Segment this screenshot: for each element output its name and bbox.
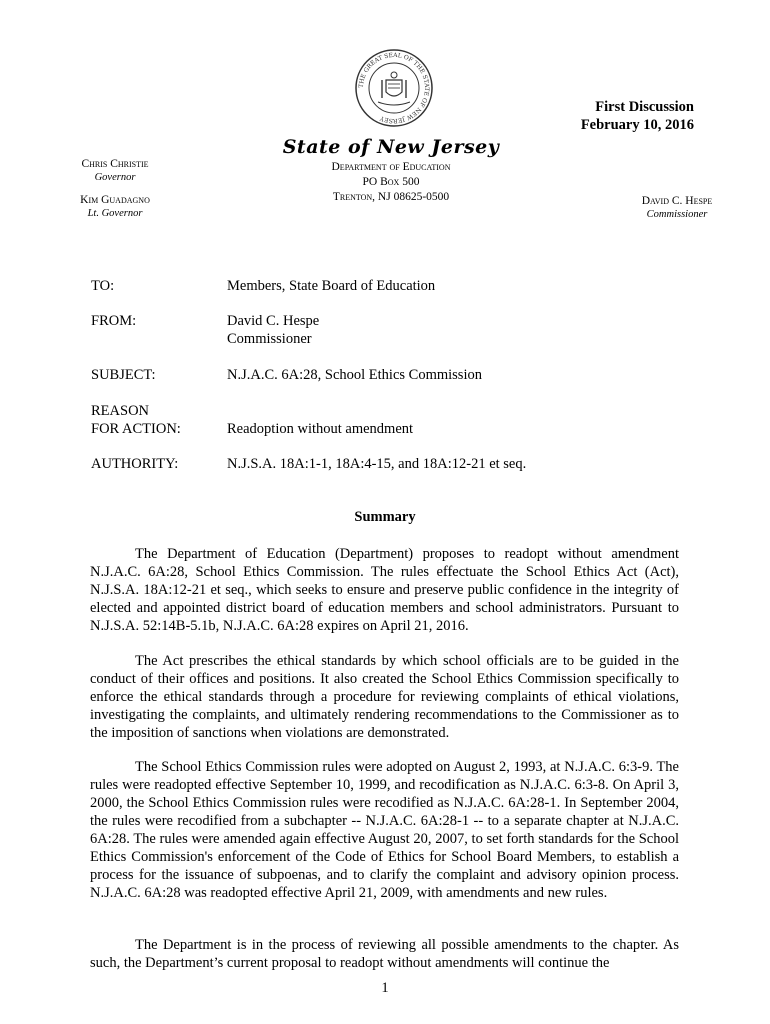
lt-governor-title: Lt. Governor <box>87 208 143 219</box>
discussion-heading <box>480 98 694 134</box>
department-address <box>250 160 532 205</box>
reason-value: Readoption without amendment <box>227 421 414 437</box>
governor-block <box>40 158 190 220</box>
city-address: Trenton, NJ 08625-0500 <box>332 191 450 203</box>
from-value <box>227 312 319 348</box>
governor-name: Chris Christie <box>81 158 149 170</box>
from-name: David C. Hespe <box>227 313 320 329</box>
commissioner-name: David C. Hespe <box>641 195 713 207</box>
to-value: Members, State Board of Education <box>227 278 436 294</box>
body-paragraph: The Department of Education (Department) proposes to readopt without amendment N.J.A.C. 6A:28, School Ethics Commission. The rules effectuate the School Ethics Act (Act), N.J.S.A. 18A:12-21 et seq., which seeks to ensure and preserve public confidence in the integrity of elected and appointed district board of education members and school administrators. Pursuant to N.J.S.A. 52:14B-5.1b, N.J.A.C. 6A:28 expires on April 21, 2016. <box>90 546 679 634</box>
commissioner-block <box>622 195 732 221</box>
governor-title: Governor <box>94 172 136 183</box>
subject-label: SUBJECT: <box>91 367 156 383</box>
discussion-label: First Discussion <box>595 99 694 115</box>
department-name: Department of Education <box>331 161 451 173</box>
body-paragraph: The School Ethics Commission rules were adopted on August 2, 1993, at N.J.A.C. 6:3-9. The rules were readopted effective September 10, 1999, and recodification as N.J.A.C. 6:3-8. On April 3, 2000, the School Ethics Commission rules were recodified as N.J.A.C. 6A:28-1. In September 2004, the rules were recodified from a subchapter -- N.J.A.C. 6A:28-1 -- to a separate chapter at N.J.A.C. 6A:28. The rules were amended again effective August 20, 2007, to set forth standards for the School Ethics Commission's enforcement of the Code of Ethics for School Board Members, to establish a process for the issuance of subpoenas, and to clarify the complaint and advisory opinion process. N.J.A.C. 6A:28 was readopted effective April 21, 2009, with amendments and new rules. <box>90 759 679 901</box>
authority-label: AUTHORITY: <box>91 456 179 472</box>
from-title: Commissioner <box>227 331 312 347</box>
reason-label <box>91 402 181 438</box>
discussion-date: February 10, 2016 <box>580 117 694 133</box>
from-label: FROM: <box>91 313 137 329</box>
commissioner-title: Commissioner <box>646 209 708 220</box>
to-label: TO: <box>91 278 115 294</box>
body-paragraph: The Act prescribes the ethical standards by which school officials are to be guided in the conduct of their offices and positions. It also created the School Ethics Commission specifically to enforce the ethical standards through a procedure for reviewing complaints of ethical violations, investigating the complaints, and ultimately rendering recommendations to the Commissioner as to the imposition of sanctions when violations are demonstrated. <box>90 653 679 741</box>
summary-heading: Summary <box>354 509 416 525</box>
state-seal <box>354 48 434 128</box>
subject-value: N.J.A.C. 6A:28, School Ethics Commission <box>227 367 482 383</box>
page-number: 1 <box>381 980 389 996</box>
body-paragraph: The Department is in the process of reviewing all possible amendments to the chapter. As such, the Department’s current proposal to readopt without amendments will continue the <box>90 937 679 971</box>
po-box: PO Box 500 <box>362 176 420 188</box>
svg-text:THE GREAT SEAL OF THE STATE OF: THE GREAT SEAL OF THE STATE OF NEW JERSEY <box>357 51 431 125</box>
authority-value: N.J.S.A. 18A:1-1, 18A:4-15, and 18A:12-21 et seq. <box>227 456 527 472</box>
lt-governor-name: Kim Guadagno <box>80 194 150 206</box>
reason-label-line1: REASON <box>91 403 150 419</box>
state-title: State of New Jersey <box>282 136 500 158</box>
reason-label-line2: FOR ACTION: <box>91 421 181 437</box>
